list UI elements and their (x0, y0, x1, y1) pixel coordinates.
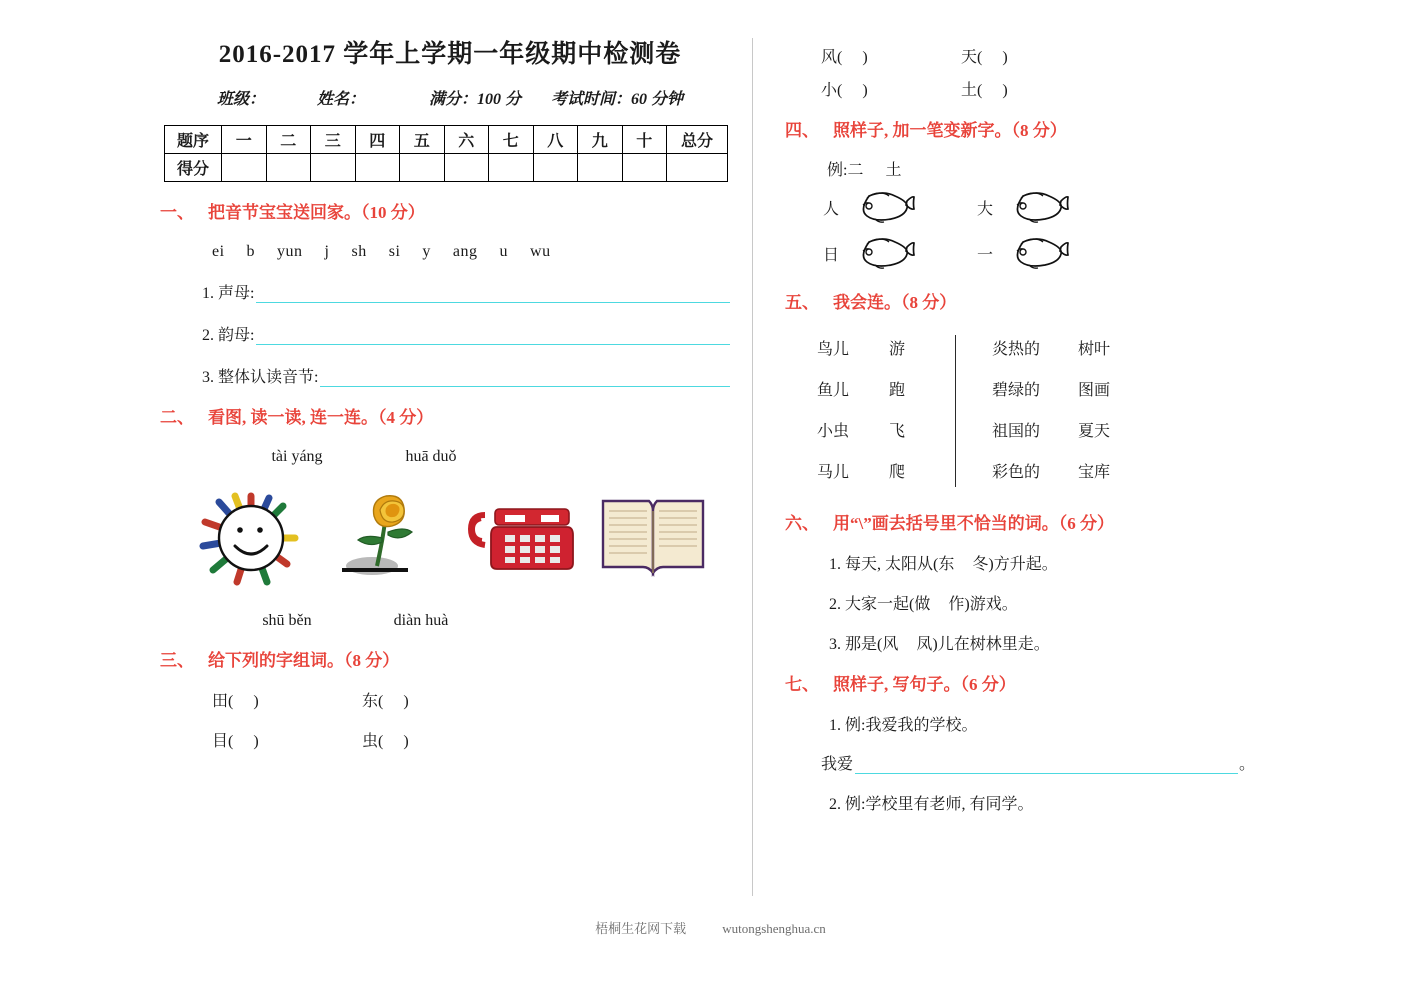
score-table-col-3: 三 (311, 126, 356, 154)
q3-paren-close: ) (403, 733, 409, 750)
exam-meta-line (160, 86, 740, 109)
syllable-item: ei (212, 243, 225, 260)
right-column (785, 34, 1255, 814)
score-table-col-6: 六 (444, 126, 489, 154)
q3-paren-close: ) (862, 49, 868, 66)
q5-left-subject-2: 鱼儿 (817, 382, 850, 399)
section-heading-q4 (785, 116, 1255, 141)
q3-char-tianday: 天 (961, 49, 978, 66)
q5-left-verb-4: 爬 (889, 464, 906, 481)
syllable-item: ang (452, 243, 478, 260)
q1-answer-blank-yunmu[interactable] (256, 327, 730, 345)
score-table-col-7: 七 (489, 126, 534, 154)
q3-paren-close: ) (862, 82, 868, 99)
q1-label-zhengti: 3. 整体认读音节: (202, 369, 319, 386)
q1-answer-row-shengmu (202, 280, 740, 303)
fish-outline-icon (853, 234, 915, 272)
q4-row-2 (823, 234, 1255, 272)
q5-left-verb-3: 飞 (889, 423, 906, 440)
q3-paren-close: ) (253, 693, 259, 710)
q6-item-3[interactable] (829, 631, 1255, 654)
footer-site-url[interactable]: wutongshenghua.cn (722, 921, 826, 936)
q3-word-feng[interactable] (821, 44, 961, 67)
score-table-col-10: 十 (622, 126, 667, 154)
q7-item-1-period: 。 (1238, 756, 1255, 773)
q3-paren-open: ( (977, 49, 983, 66)
q4-answer-fish-3[interactable] (853, 234, 937, 272)
footer-site-name: 梧桐生花网下载 (595, 921, 687, 936)
list-item[interactable] (817, 409, 955, 450)
q3-paren-open: ( (228, 693, 234, 710)
q1-syllable-bank (212, 243, 740, 261)
q5-left-subject-1: 鸟儿 (817, 341, 850, 358)
q5-left-subject-4: 马儿 (817, 464, 850, 481)
q6-item-2-option-b[interactable]: 作 (948, 596, 965, 613)
q5-left-verb-1: 游 (889, 341, 906, 358)
score-cell-5[interactable] (400, 154, 445, 182)
q3-paren-open: ( (228, 733, 234, 750)
q4-answer-fish-1[interactable] (853, 188, 937, 226)
section-title-q5: 我会连。（8 分） (833, 293, 957, 312)
q6-item-2-option-a[interactable]: 做 (914, 596, 931, 613)
q4-char-ren: 人 (823, 200, 840, 218)
score-table-col-5: 五 (400, 126, 445, 154)
section-title-q4: 照样子, 加一笔变新字。（8 分） (833, 121, 1067, 140)
q4-example-label: 例: (827, 162, 848, 179)
q5-matching-area (817, 327, 1255, 493)
q5-right-adj-2: 碧绿的 (992, 382, 1041, 399)
q3-paren-open: ( (837, 82, 843, 99)
section-heading-q6 (785, 509, 1255, 534)
section-number-q5: 五、 (785, 293, 819, 312)
footer (0, 918, 1421, 937)
q5-left-verb-2: 跑 (889, 382, 906, 399)
section-heading-q7 (785, 670, 1255, 695)
score-table-col-total: 总分 (667, 126, 728, 154)
section-title-q3: 给下列的字组词。（8 分） (208, 651, 400, 670)
q3-char-feng: 风 (821, 49, 838, 66)
q3-word-chong[interactable] (362, 728, 512, 751)
q7-item-2-example: 2. 例:学校里有老师, 有同学。 (829, 796, 1034, 813)
q3-char-tian: 田 (212, 693, 229, 710)
syllable-item: yun (277, 243, 303, 260)
section-number-q3: 三、 (160, 651, 194, 670)
q4-example-from: 二 (847, 162, 864, 179)
q4-answer-fish-2[interactable] (1007, 188, 1091, 226)
q2-pinyin-dianhua: diàn huà (393, 612, 449, 629)
q3-char-dong: 东 (362, 693, 379, 710)
q6-item-3-option-b[interactable]: 凤 (916, 636, 933, 653)
q6-item-3-option-a[interactable]: 风 (882, 636, 899, 653)
q5-right-noun-4: 宝库 (1078, 464, 1111, 481)
score-table-col-8: 八 (533, 126, 578, 154)
section-title-q7: 照样子, 写句子。（6 分） (833, 675, 1016, 694)
score-cell-total[interactable] (667, 154, 728, 182)
q1-label-shengmu: 1. 声母: (202, 285, 255, 302)
q5-right-noun-2: 图画 (1078, 382, 1111, 399)
q3-paren-open: ( (378, 693, 384, 710)
q5-right-noun-1: 树叶 (1078, 341, 1111, 358)
q3-paren-close: ) (1002, 82, 1008, 99)
q3-paren-open: ( (977, 82, 983, 99)
q1-answer-blank-zhengti[interactable] (320, 369, 730, 387)
score-cell-2[interactable] (266, 154, 311, 182)
syllable-item: u (499, 243, 509, 260)
q5-right-adj-4: 彩色的 (992, 464, 1041, 481)
q3-word-tu[interactable] (961, 77, 1101, 100)
q2-pinyin-huaduo: huā duǒ (405, 448, 457, 465)
page-title: 2016-2017 学年上学期一年级期中检测卷 (218, 41, 682, 68)
section-number-q1: 一、 (160, 203, 194, 222)
q6-item-3-prefix: 3. 那是( (829, 636, 883, 653)
q6-item-3-suffix: )儿在树林里走。 (932, 636, 1050, 653)
q1-answer-blank-shengmu[interactable] (256, 285, 730, 303)
score-cell-3[interactable] (311, 154, 356, 182)
q3-row-3 (821, 44, 1255, 67)
fish-outline-icon (1007, 234, 1069, 272)
name-label: 姓名： (316, 91, 365, 108)
q5-right-adj-3: 祖国的 (992, 423, 1041, 440)
q4-char-yi: 一 (977, 246, 994, 264)
q3-paren-open: ( (378, 733, 384, 750)
rose-flower-image[interactable] (318, 484, 452, 592)
score-cell-4[interactable] (355, 154, 400, 182)
table-row-question-index (165, 126, 728, 154)
q4-example-to: 土 (885, 162, 902, 179)
sun-icon (197, 490, 305, 586)
score-cell-8[interactable] (533, 154, 578, 182)
list-item[interactable] (817, 368, 955, 409)
column-divider (752, 38, 753, 896)
q3-row-2 (212, 728, 740, 751)
section-heading-q1 (160, 198, 740, 223)
telephone-icon (461, 495, 577, 581)
score-cell-6[interactable] (444, 154, 489, 182)
section-title-q2: 看图, 读一读, 连一连。（4 分） (208, 408, 434, 427)
q6-item-2[interactable] (829, 591, 1255, 614)
list-item[interactable] (817, 450, 955, 491)
q7-item-1-example: 1. 例:我爱我的学校。 (829, 717, 978, 734)
q3-word-tian[interactable] (212, 688, 362, 711)
q3-word-xiao[interactable] (821, 77, 961, 100)
q3-paren-open: ( (837, 49, 843, 66)
list-item[interactable] (992, 450, 1148, 491)
class-label: 班级： (216, 91, 265, 108)
syllable-item: si (388, 243, 401, 260)
q7-item-1-answer-blank[interactable] (855, 756, 1238, 774)
syllable-item: wu (530, 243, 551, 260)
section-number-q6: 六、 (785, 514, 819, 533)
q3-paren-close: ) (253, 733, 259, 750)
q4-char-ri: 日 (823, 246, 840, 264)
score-table-col-9: 九 (578, 126, 623, 154)
section-number-q2: 二、 (160, 408, 194, 427)
open-book-icon (597, 493, 709, 583)
q7-item-1-answer-row (821, 751, 1255, 774)
q3-word-mu[interactable] (212, 728, 362, 751)
q4-row-1 (823, 188, 1255, 226)
score-cell-1[interactable] (222, 154, 267, 182)
q1-answer-row-yunmu (202, 322, 740, 345)
q2-bottom-pinyin-labels (220, 612, 740, 630)
q3-paren-close: ) (403, 693, 409, 710)
q3-paren-close: ) (1002, 49, 1008, 66)
q3-char-xiao: 小 (821, 82, 838, 99)
open-book-image[interactable] (586, 484, 720, 592)
exam-time-label: 考试时间：60 分钟 (551, 91, 684, 108)
q3-word-tianday[interactable] (961, 44, 1101, 67)
q6-item-2-prefix: 2. 大家一起( (829, 596, 915, 613)
score-table (164, 125, 728, 182)
sun-image[interactable] (184, 484, 318, 592)
rose-flower-icon (330, 488, 440, 588)
fish-outline-icon (853, 188, 915, 226)
q3-word-dong[interactable] (362, 688, 512, 711)
q5-right-noun-3: 夏天 (1078, 423, 1111, 440)
q3-char-mu: 目 (212, 733, 229, 750)
score-cell-10[interactable] (622, 154, 667, 182)
q2-top-pinyin-labels (230, 448, 740, 466)
list-item[interactable] (992, 368, 1148, 409)
list-item[interactable] (817, 327, 955, 368)
q2-pinyin-taiyang: tài yáng (271, 448, 323, 465)
q3-row-1 (212, 688, 740, 711)
syllable-item: sh (351, 243, 367, 260)
q1-label-yunmu: 2. 韵母: (202, 327, 255, 344)
syllable-item: j (324, 243, 330, 260)
section-title-q1: 把音节宝宝送回家。（10 分） (208, 203, 425, 222)
q2-picture-row (184, 484, 740, 592)
q6-item-1-option-a[interactable]: 东 (938, 556, 955, 573)
q4-example (827, 157, 1255, 180)
q4-answer-fish-4[interactable] (1007, 234, 1091, 272)
q5-right-adj-1: 炎热的 (992, 341, 1041, 358)
score-table-col-1: 一 (222, 126, 267, 154)
section-heading-q3 (160, 646, 740, 671)
q6-item-1-prefix: 1. 每天, 太阳从( (829, 556, 939, 573)
telephone-image[interactable] (452, 484, 586, 592)
q2-pinyin-shuben: shū běn (262, 612, 312, 629)
table-row-score (165, 154, 728, 182)
score-cell-7[interactable] (489, 154, 534, 182)
q6-item-1-suffix: )方升起。 (988, 556, 1058, 573)
q3-char-tu: 土 (961, 82, 978, 99)
q6-item-1[interactable] (829, 551, 1255, 574)
score-table-col-4: 四 (355, 126, 400, 154)
q5-left-group (817, 327, 955, 493)
q3-row-4 (821, 77, 1255, 100)
syllable-item: y (422, 243, 431, 260)
section-heading-q5 (785, 288, 1255, 313)
q5-group-divider (955, 335, 956, 487)
list-item[interactable] (992, 409, 1148, 450)
q5-left-subject-3: 小虫 (817, 423, 850, 440)
total-score-label: 满分：100 分 (429, 91, 522, 108)
q1-answer-row-zhengti (202, 364, 740, 387)
section-number-q4: 四、 (785, 121, 819, 140)
score-table-col-2: 二 (266, 126, 311, 154)
fish-outline-icon (1007, 188, 1069, 226)
section-number-q7: 七、 (785, 675, 819, 694)
q6-item-1-option-b[interactable]: 冬 (972, 556, 989, 573)
q5-right-group (992, 327, 1148, 493)
list-item[interactable] (992, 327, 1148, 368)
q3-char-chong: 虫 (362, 733, 379, 750)
section-title-q6: 用“\”画去括号里不恰当的词。（6 分） (833, 514, 1114, 533)
score-table-rowhead-score: 得分 (165, 154, 222, 182)
left-column (160, 34, 740, 751)
section-heading-q2 (160, 403, 740, 428)
score-cell-9[interactable] (578, 154, 623, 182)
q7-item-1-stem: 我爱 (821, 756, 854, 773)
score-table-rowhead-order: 题序 (165, 126, 222, 154)
q6-item-2-suffix: )游戏。 (964, 596, 1018, 613)
q4-char-da: 大 (977, 200, 994, 218)
syllable-item: b (246, 243, 256, 260)
